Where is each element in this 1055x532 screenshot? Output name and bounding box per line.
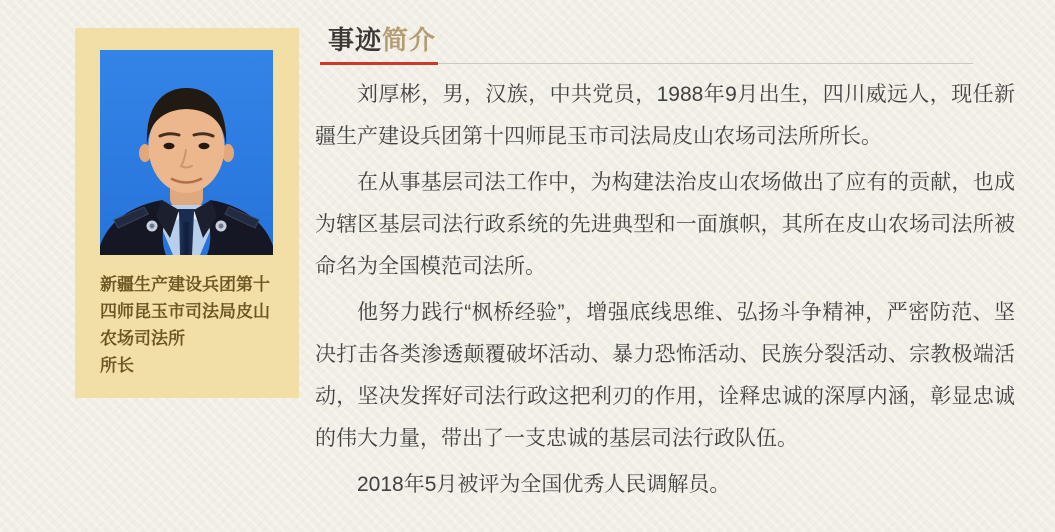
title-underline-accent [320, 62, 438, 65]
profile-card [75, 28, 299, 398]
bio-paragraph-4: 2018年5月被评为全国优秀人民调解员。 [357, 473, 731, 496]
bio-paragraph-3: 他努力践行“枫桥经验”，增强底线思维、弘扬斗争精神，严密防范、坚决打击各类渗透颠覆破坏活动、暴力恐怖活动、民族分裂活动、宗教极端活动，坚决发挥好司法行政这把利刃的作用，诠释忠诚的深厚内涵，彰显忠诚的伟大力量，带出了一支忠诚的基层司法行政队伍。 [315, 301, 1015, 450]
portrait-photo-graphic [100, 50, 273, 255]
biography-article [315, 74, 1015, 506]
profile-caption [100, 271, 274, 379]
bio-paragraph-1: 刘厚彬，男，汉族，中共党员，1988年9月出生，四川威远人，现任新疆生产建设兵团第十四师昆玉市司法局皮山农场司法所所长。 [315, 83, 1015, 148]
content-area [315, 24, 1015, 510]
section-title-primary: 事迹 [328, 25, 383, 55]
bio-paragraph-2: 在从事基层司法工作中，为构建法治皮山农场做出了应有的贡献，也成为辖区基层司法行政系统的先进典型和一面旗帜，其所在皮山农场司法所被命名为全国模范司法所。 [315, 171, 1015, 278]
profile-organization: 新疆生产建设兵团第十四师昆玉市司法局皮山农场司法所 [100, 275, 270, 348]
title-underline-divider [438, 63, 973, 64]
title-underline [315, 62, 1015, 65]
portrait-photo [100, 50, 273, 255]
section-title [328, 24, 1015, 56]
profile-role: 所长 [100, 356, 134, 375]
section-title-secondary: 简介 [382, 25, 437, 55]
